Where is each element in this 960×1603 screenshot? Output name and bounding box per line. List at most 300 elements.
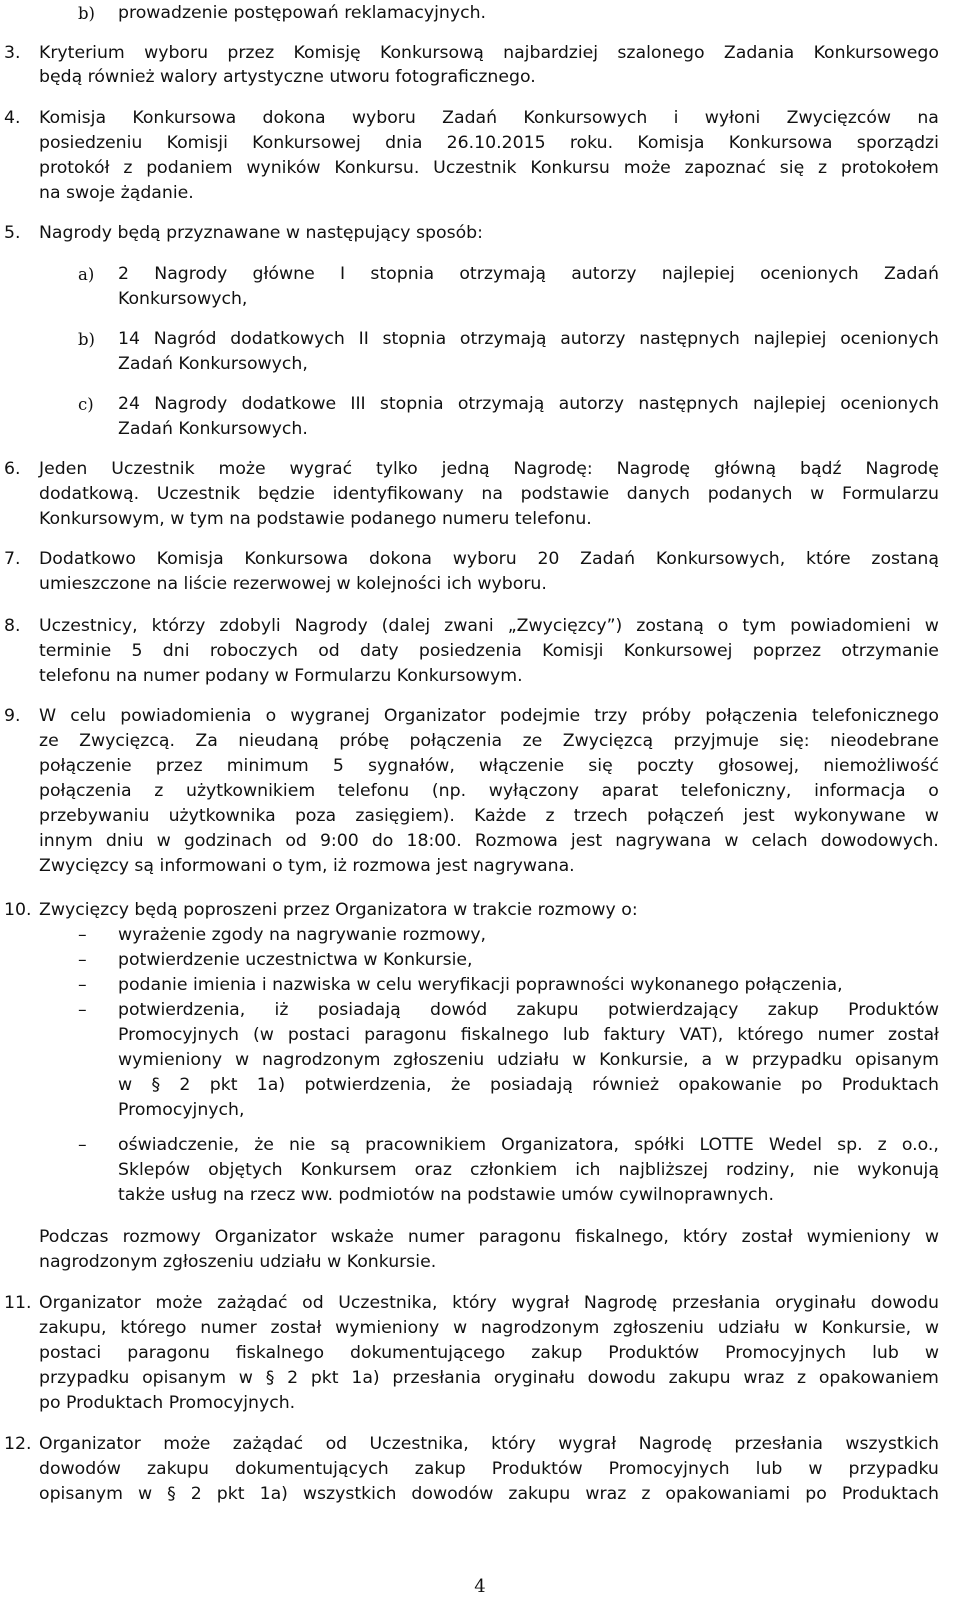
- word: VAT),: [679, 1025, 724, 1045]
- list-label: b): [78, 330, 95, 349]
- word: 1a): [259, 1484, 288, 1504]
- word: Uczestnika,: [369, 1434, 469, 1454]
- word: w: [810, 484, 825, 504]
- word: oryginału: [493, 1368, 575, 1388]
- word: stopnia: [382, 329, 447, 349]
- word: 26.10.2015: [446, 133, 546, 153]
- word: otrzymanie: [841, 641, 939, 661]
- word: połączeń: [647, 806, 725, 826]
- word: w: [238, 1368, 253, 1388]
- paragraph-number: 4.: [4, 108, 21, 128]
- word: 2: [118, 264, 129, 284]
- word: Jeden: [39, 459, 88, 479]
- word: 2: [179, 1075, 191, 1095]
- word: opakowaniem: [818, 1368, 939, 1388]
- word: Każde: [474, 806, 527, 826]
- justified-line: [39, 131, 939, 156]
- word: wykonywane: [793, 806, 906, 826]
- word: w: [724, 831, 739, 851]
- word: faktury: [603, 1025, 666, 1045]
- justified-line: [39, 41, 939, 66]
- word: Rozmowa: [474, 831, 558, 851]
- word: pracownikiem: [365, 1135, 487, 1155]
- word: wszystkich: [302, 1484, 397, 1504]
- word: połączenia: [705, 706, 798, 726]
- justified-line: [39, 1432, 939, 1457]
- word: stopnia: [379, 394, 444, 414]
- word: Uczestnik: [433, 158, 517, 178]
- word: w: [572, 1050, 587, 1070]
- word: z: [545, 806, 555, 826]
- justified-line: [39, 1457, 939, 1482]
- word: opakowanie: [678, 1075, 782, 1095]
- word: przypadku: [848, 1459, 939, 1479]
- word: zakup: [414, 1459, 466, 1479]
- word: Konkursie,: [821, 1318, 912, 1338]
- word: posiadają: [489, 1075, 573, 1095]
- word: fiskalnego: [460, 1025, 549, 1045]
- word: oświadczenie,: [118, 1135, 240, 1155]
- word: przebywaniu: [39, 806, 150, 826]
- word: którzy: [151, 616, 206, 636]
- word: dodatkowe: [241, 394, 337, 414]
- word: o.o.,: [901, 1135, 939, 1155]
- word: Promocyjnych: [725, 1343, 847, 1363]
- word: szalonego: [617, 43, 705, 63]
- word: udziału: [497, 1050, 560, 1070]
- word: protokołem: [840, 158, 939, 178]
- word: Komisja: [637, 133, 705, 153]
- word: może: [218, 459, 266, 479]
- word: otrzymają: [459, 329, 547, 349]
- word: identyfikowany: [332, 484, 464, 504]
- list-label: a): [78, 265, 95, 284]
- word: 24: [118, 394, 140, 414]
- word: oraz: [414, 1160, 452, 1180]
- word: danych: [626, 484, 690, 504]
- word: najlepiej: [661, 264, 735, 284]
- text-line: po Produktach Promocyjnych.: [39, 1393, 296, 1413]
- word: tylko: [375, 459, 418, 479]
- word: może: [155, 1293, 203, 1313]
- word: został: [741, 1227, 793, 1247]
- word: celu: [70, 706, 107, 726]
- word: dokumentujących: [234, 1459, 389, 1479]
- word: że: [450, 1075, 471, 1095]
- word: wyłoni: [704, 108, 761, 128]
- word: Konkursowego: [813, 43, 939, 63]
- dash-bullet: –: [78, 975, 87, 995]
- word: zakup: [531, 1343, 583, 1363]
- word: 2: [287, 1368, 299, 1388]
- text-line: Konkursowych,: [118, 289, 248, 309]
- word: opisanym: [39, 1484, 123, 1504]
- word: aparat: [601, 781, 659, 801]
- word: zakup: [767, 1000, 819, 1020]
- word: w: [724, 1050, 740, 1070]
- word: pkt: [209, 1075, 238, 1095]
- list-item-text: prowadzenie postępowań reklamacyjnych.: [118, 3, 487, 23]
- word: którego: [120, 1318, 187, 1338]
- justified-line: [39, 547, 939, 572]
- word: potwierdzenia,: [304, 1075, 432, 1095]
- word: w: [924, 806, 939, 826]
- word: udziału: [717, 1318, 780, 1338]
- word: głosowej,: [718, 756, 800, 776]
- word: jest: [743, 806, 775, 826]
- word: postaci: [39, 1343, 102, 1363]
- word: ze: [522, 731, 543, 751]
- word: ocenionych: [840, 394, 939, 414]
- justified-line: [39, 457, 939, 482]
- word: Konkursowa: [244, 549, 349, 569]
- word: spółki: [634, 1135, 685, 1155]
- justified-line: [39, 704, 939, 729]
- word: Zwycięzcą: [562, 731, 654, 751]
- word: roboczych: [209, 641, 298, 661]
- word: 5: [332, 756, 344, 776]
- justified-line: [39, 1341, 939, 1366]
- word: otrzymają: [457, 394, 545, 414]
- word: potwierdzający: [607, 1000, 739, 1020]
- word: informacja: [814, 781, 906, 801]
- word: Produktach: [841, 1484, 939, 1504]
- justified-line: [118, 1133, 939, 1158]
- word: Konkursu.: [334, 158, 420, 178]
- word: posiedzenia: [418, 641, 522, 661]
- word: 18:00.: [406, 831, 462, 851]
- word: Promocyjnych: [118, 1025, 239, 1045]
- word: główne: [252, 264, 315, 284]
- word: rodziny,: [726, 1160, 795, 1180]
- word: dodatkową.: [39, 484, 140, 504]
- word: członkiem: [469, 1160, 558, 1180]
- word: lub: [562, 1025, 590, 1045]
- word: wygrał: [558, 1434, 617, 1454]
- word: który: [452, 1293, 497, 1313]
- word: Konkursowa: [728, 133, 833, 153]
- word: postaci: [287, 1025, 351, 1045]
- word: w: [453, 1318, 468, 1338]
- word: dodatkowych: [230, 329, 345, 349]
- word: dowodu: [870, 1293, 939, 1313]
- word: minimum: [226, 756, 309, 776]
- word: 1a): [256, 1075, 286, 1095]
- word: Konkursową: [379, 43, 484, 63]
- word: zdobyli: [219, 616, 281, 636]
- word: że: [254, 1135, 274, 1155]
- word: następnych: [639, 329, 740, 349]
- word: Produktów: [491, 1459, 583, 1479]
- word: na: [481, 484, 503, 504]
- word: Organizator: [39, 1434, 141, 1454]
- justified-line: [39, 106, 939, 131]
- word: posiadają: [317, 1000, 401, 1020]
- paragraph-number: 7.: [4, 549, 21, 569]
- word: W: [39, 706, 57, 726]
- word: się:: [779, 731, 810, 751]
- word: dnia: [385, 133, 423, 153]
- text-line: będą również walory artystyczne utworu fotograficznego.: [39, 67, 536, 87]
- word: Promocyjnych: [608, 1459, 730, 1479]
- word: nie: [289, 1135, 316, 1155]
- text-line: nagrodzonym zgłoszeniu udziału w Konkursie.: [39, 1252, 437, 1272]
- word: Produktów: [608, 1343, 700, 1363]
- word: Nagrody: [154, 394, 228, 414]
- paragraph-number: 5.: [4, 223, 21, 243]
- word: opakowaniami: [665, 1484, 791, 1504]
- word: w: [808, 1459, 823, 1479]
- word: nagrywana: [615, 831, 712, 851]
- justified-line: [118, 327, 939, 352]
- word: Uczestnik: [156, 484, 241, 504]
- justified-line: [39, 639, 939, 664]
- word: Komisji: [542, 641, 604, 661]
- word: użytkownikiem: [186, 781, 316, 801]
- word: paragonu: [478, 1227, 562, 1247]
- word: ze: [39, 731, 59, 751]
- word: autorzy: [558, 394, 624, 414]
- justified-line: [39, 1366, 939, 1391]
- word: najlepiej: [753, 329, 827, 349]
- word: Uczestnik: [111, 459, 195, 479]
- word: z: [154, 781, 164, 801]
- word: Konkursowych,: [655, 549, 786, 569]
- text-line: Promocyjnych,: [118, 1100, 245, 1120]
- word: Uczestnika,: [338, 1293, 438, 1313]
- word: dowodów: [411, 1484, 494, 1504]
- page-number: 4: [474, 1576, 486, 1597]
- justified-line: [118, 1023, 939, 1048]
- word: opisanym: [855, 1050, 939, 1070]
- word: zostaną: [636, 616, 704, 636]
- word: zgłoszeniu: [613, 1318, 705, 1338]
- word: Zadań: [884, 264, 939, 284]
- word: najbardziej: [503, 43, 599, 63]
- word: z: [123, 158, 133, 178]
- word: numer: [407, 1227, 465, 1247]
- word: jest: [570, 831, 603, 851]
- paragraph-number: 10.: [4, 900, 32, 920]
- dash-bullet: –: [78, 950, 87, 970]
- word: sp.: [837, 1135, 863, 1155]
- word: 20: [537, 549, 560, 569]
- word: Organizatora,: [501, 1135, 620, 1155]
- word: Uczestnicy,: [39, 616, 138, 636]
- word: stopnia: [370, 264, 435, 284]
- word: godzinach: [183, 831, 273, 851]
- word: ocenionych: [840, 329, 939, 349]
- word: Produktach: [841, 1075, 939, 1095]
- word: potwierdzenia,: [118, 1000, 246, 1020]
- word: Konkursu: [530, 158, 610, 178]
- word: następnych: [638, 394, 739, 414]
- word: w: [156, 831, 171, 851]
- word: Nagrodę: [616, 459, 691, 479]
- word: lub: [872, 1343, 899, 1363]
- justified-line: [39, 729, 939, 754]
- word: może: [163, 1434, 211, 1454]
- word: Nagród: [153, 329, 217, 349]
- text-line: na swoje żądanie.: [39, 183, 194, 203]
- word: telefonicznego: [811, 706, 939, 726]
- word: zgłoszeniu: [393, 1050, 485, 1070]
- word: przyjmuje: [673, 731, 759, 751]
- word: a: [701, 1050, 713, 1070]
- word: o: [717, 616, 729, 636]
- justified-line: [118, 392, 939, 417]
- word: nagrodzonym: [480, 1318, 600, 1338]
- word: do: [371, 831, 394, 851]
- word: §: [151, 1075, 161, 1095]
- text-line: telefonu na numer podany w Formularzu Konkursowym.: [39, 666, 523, 686]
- word: poza: [294, 806, 337, 826]
- word: wykonują: [857, 1160, 939, 1180]
- word: które: [805, 549, 851, 569]
- word: przesłania: [671, 1293, 761, 1313]
- list-label: c): [78, 395, 94, 414]
- word: po: [800, 1075, 823, 1095]
- word: rozmowy: [122, 1227, 201, 1247]
- word: również: [592, 1075, 660, 1095]
- word: z: [797, 1368, 807, 1388]
- word: Konkursowych: [523, 108, 648, 128]
- word: w: [234, 1050, 250, 1070]
- word: się: [779, 158, 805, 178]
- word: (dalej: [381, 616, 431, 636]
- justified-line: [39, 156, 939, 181]
- paragraph-number: 6.: [4, 459, 21, 479]
- word: który: [682, 1227, 728, 1247]
- word: przez: [155, 756, 203, 776]
- word: dni: [162, 641, 190, 661]
- word: w: [924, 1343, 939, 1363]
- word: przesłania: [392, 1368, 482, 1388]
- word: (w: [252, 1025, 274, 1045]
- word: zapoznać: [684, 158, 766, 178]
- word: wraz: [585, 1484, 627, 1504]
- word: tym: [742, 616, 777, 636]
- word: Nagrodę: [638, 1434, 712, 1454]
- word: powiadomienia: [120, 706, 252, 726]
- word: z: [641, 1484, 651, 1504]
- word: próby: [641, 706, 692, 726]
- text-line: wyrażenie zgody na nagrywanie rozmowy,: [118, 925, 487, 945]
- word: podstawie: [520, 484, 610, 504]
- word: użytkownika: [168, 806, 276, 826]
- word: Za: [195, 731, 218, 751]
- word: po: [805, 1484, 827, 1504]
- word: zostaną: [871, 549, 939, 569]
- word: jedną: [441, 459, 490, 479]
- paragraph-number: 9.: [4, 706, 21, 726]
- word: terminie: [39, 641, 112, 661]
- word: wymieniony: [806, 1227, 911, 1247]
- paragraph-number: 11.: [4, 1293, 32, 1313]
- word: Kryterium: [39, 43, 125, 63]
- word: wyników: [246, 158, 321, 178]
- dash-bullet: –: [78, 1000, 87, 1020]
- word: dowodu: [587, 1368, 656, 1388]
- justified-line: [39, 1291, 939, 1316]
- word: Organizator: [39, 1293, 141, 1313]
- word: roku.: [569, 133, 614, 153]
- word: o: [265, 706, 277, 726]
- word: przez: [227, 43, 275, 63]
- word: (np.: [431, 781, 467, 801]
- word: ocenionych: [760, 264, 859, 284]
- word: w: [924, 616, 939, 636]
- text-line: podanie imienia i nazwiska w celu weryfikacji poprawności wykonanego połączenia,: [118, 975, 843, 995]
- word: 1a): [351, 1368, 380, 1388]
- word: najbliższej: [618, 1160, 709, 1180]
- word: telefonu: [337, 781, 410, 801]
- word: Nagrody: [294, 616, 368, 636]
- word: Zadań: [442, 108, 498, 128]
- word: Wedel: [768, 1135, 823, 1155]
- word: z: [818, 158, 828, 178]
- word: nagrodzonym: [261, 1050, 381, 1070]
- word: Nagrodę: [865, 459, 939, 479]
- word: główną: [713, 459, 777, 479]
- paragraph-number: 8.: [4, 616, 21, 636]
- word: sporządzi: [856, 133, 939, 153]
- word: od: [318, 641, 340, 661]
- word: 2: [190, 1484, 202, 1504]
- word: LOTTE: [699, 1135, 754, 1155]
- word: iż: [274, 1000, 289, 1020]
- word: dniu: [105, 831, 144, 851]
- word: fiskalnego: [235, 1343, 325, 1363]
- dash-bullet: –: [78, 1135, 87, 1155]
- word: wyboru: [144, 43, 209, 63]
- word: Nagrodę:: [513, 459, 593, 479]
- word: przypadku: [39, 1368, 130, 1388]
- justified-line: [39, 1482, 939, 1507]
- word: Sklepów: [118, 1160, 191, 1180]
- word: zażądać: [232, 1434, 304, 1454]
- word: w: [924, 1318, 939, 1338]
- word: Dodatkowo: [39, 549, 136, 569]
- justified-line: [118, 262, 939, 287]
- word: 5: [131, 641, 143, 661]
- justified-line: [118, 1158, 939, 1183]
- word: III: [350, 394, 366, 414]
- word: Konkursowej: [623, 641, 733, 661]
- word: wraz: [743, 1368, 785, 1388]
- word: trzech: [573, 806, 628, 826]
- word: z: [877, 1135, 887, 1155]
- justified-line: [39, 779, 939, 804]
- word: Komisję: [293, 43, 361, 63]
- paragraph-number: 3.: [4, 43, 21, 63]
- word: Komisja: [39, 108, 107, 128]
- justified-line: [39, 614, 939, 639]
- word: lub: [755, 1459, 783, 1479]
- word: Konkursowa: [132, 108, 237, 128]
- word: dokona: [368, 549, 433, 569]
- word: o: [928, 781, 939, 801]
- justified-line: [39, 1225, 939, 1250]
- word: w: [118, 1075, 133, 1095]
- word: się: [588, 756, 613, 776]
- word: posiedzeniu: [39, 133, 143, 153]
- list-label: b): [78, 4, 95, 23]
- word: poczty: [636, 756, 694, 776]
- word: Podczas: [39, 1227, 109, 1247]
- text-line: Zadań Konkursowych.: [118, 419, 308, 439]
- word: Produktów: [848, 1000, 939, 1020]
